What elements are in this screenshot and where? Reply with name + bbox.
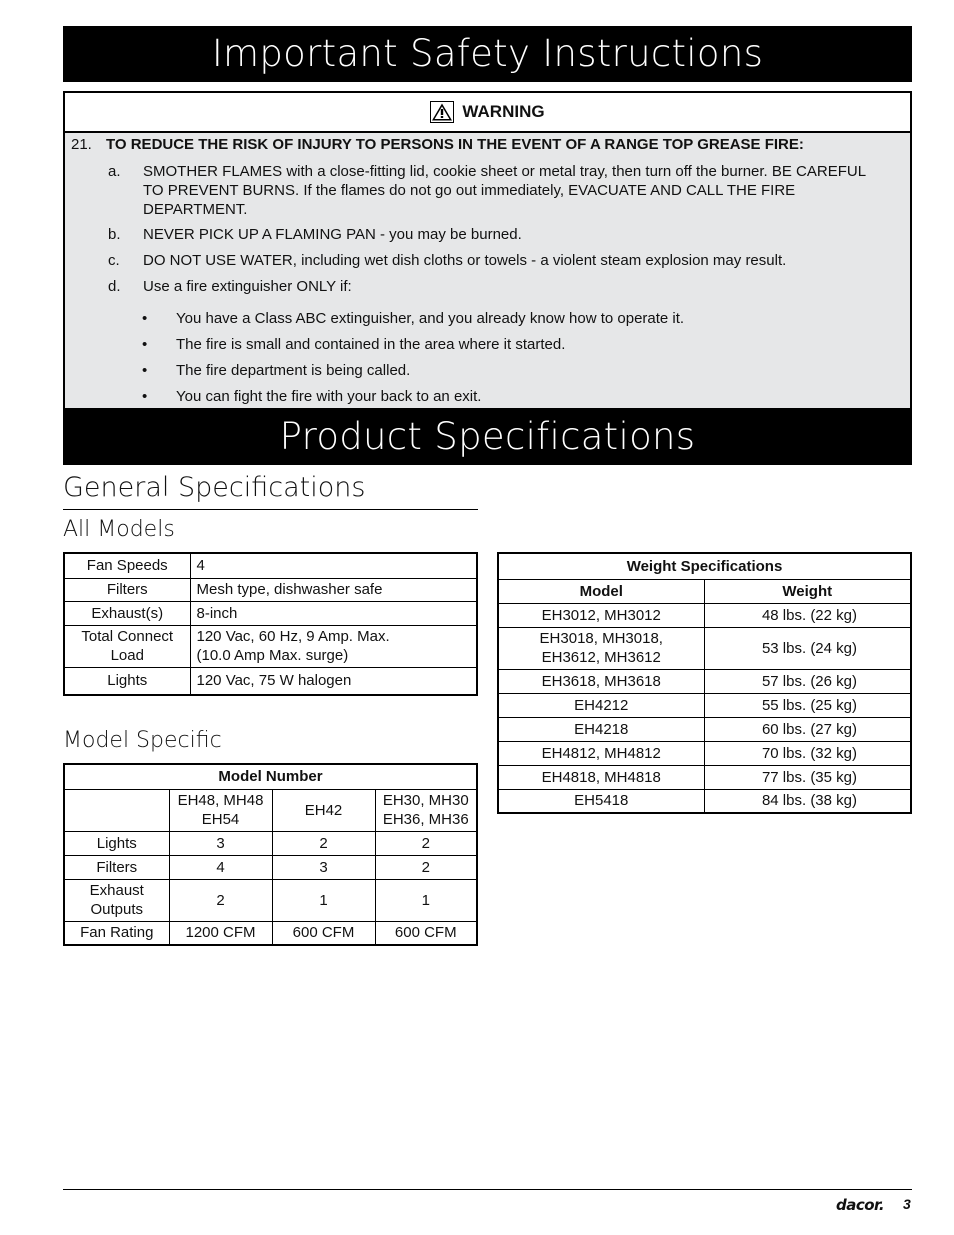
spec-value: 120 Vac, 75 W halogen xyxy=(190,667,477,695)
table-cell: 4 xyxy=(169,855,272,879)
warning-title: WARNING xyxy=(462,102,545,121)
spec-key-line: Load xyxy=(110,647,144,664)
warning-header xyxy=(65,93,910,133)
weight-cell: 53 lbs. (24 kg) xyxy=(704,627,911,669)
model-number-header: Model Number xyxy=(64,764,477,789)
model-line: EH3018, MH3018, xyxy=(539,630,663,647)
spec-key xyxy=(64,625,190,667)
dacor-logo: dacor. xyxy=(836,1196,885,1214)
spec-key: Exhaust(s) xyxy=(64,601,190,625)
table-row xyxy=(498,669,911,693)
row-label: Filters xyxy=(64,855,169,879)
step-letter: b. xyxy=(108,226,121,243)
step-line: SMOTHER FLAMES with a close-fitting lid, cookie sheet or metal tray, then turn off the burner. BE CAREFUL xyxy=(143,163,867,180)
item-number: 21. xyxy=(71,136,92,153)
table-row xyxy=(64,625,477,667)
column-header xyxy=(169,789,272,831)
table-row xyxy=(64,789,477,831)
all-models-table xyxy=(63,552,478,696)
bullet-glyph: • xyxy=(142,310,148,327)
table-cell: 2 xyxy=(169,879,272,921)
table-row xyxy=(498,603,911,627)
item-heading: TO REDUCE THE RISK OF INJURY TO PERSONS IN THE EVENT OF A RANGE TOP GREASE FIRE: xyxy=(106,136,804,153)
safety-banner: Important Safety Instructions xyxy=(63,26,912,82)
column-header-model: Model xyxy=(498,579,704,603)
table-row xyxy=(498,553,911,579)
weight-cell: 77 lbs. (35 kg) xyxy=(704,765,911,789)
table-row xyxy=(64,667,477,695)
step-letter: c. xyxy=(108,252,120,269)
step-line: DO NOT USE WATER, including wet dish cloths or towels - a violent steam explosion may result. xyxy=(143,252,787,269)
table-cell: 2 xyxy=(375,831,477,855)
spec-value-line: (10.0 Amp Max. surge) xyxy=(196,647,349,664)
weight-specs-table xyxy=(497,552,912,814)
table-cell: 600 CFM xyxy=(375,921,477,945)
table-cell: 3 xyxy=(272,855,375,879)
weight-cell: 57 lbs. (26 kg) xyxy=(704,669,911,693)
spec-key: Fan Speeds xyxy=(64,553,190,578)
column-header xyxy=(272,789,375,831)
bullet-glyph: • xyxy=(142,362,148,379)
table-row xyxy=(64,879,477,921)
column-header-line: EH42 xyxy=(304,801,343,819)
table-cell: 2 xyxy=(272,831,375,855)
table-row xyxy=(64,553,477,578)
model-cell: EH3618, MH3618 xyxy=(498,669,704,693)
step-letter: d. xyxy=(108,278,121,295)
weight-cell: 60 lbs. (27 kg) xyxy=(704,717,911,741)
table-row xyxy=(498,693,911,717)
specs-banner: Product Specifications xyxy=(63,409,912,465)
row-label: Fan Rating xyxy=(64,921,169,945)
spec-value xyxy=(190,625,477,667)
column-header-line: EH54 xyxy=(201,811,240,828)
table-row xyxy=(64,601,477,625)
model-line: EH3612, MH3612 xyxy=(541,649,661,666)
model-cell: EH4818, MH4818 xyxy=(498,765,704,789)
spec-value: 8-inch xyxy=(190,601,477,625)
column-header-line: EH48, MH48 xyxy=(177,792,264,809)
weight-cell: 84 lbs. (38 kg) xyxy=(704,789,911,813)
column-header xyxy=(375,789,477,831)
page-number: 3 xyxy=(903,1196,911,1212)
empty-cell xyxy=(64,789,169,831)
weight-cell: 70 lbs. (32 kg) xyxy=(704,741,911,765)
spec-key-line: Total Connect xyxy=(81,628,174,645)
model-cell: EH4218 xyxy=(498,717,704,741)
table-row xyxy=(64,764,477,789)
table-row xyxy=(64,855,477,879)
table-cell: 1200 CFM xyxy=(169,921,272,945)
row-label-line: Exhaust xyxy=(89,882,144,899)
table-row xyxy=(498,627,911,669)
spec-value: 4 xyxy=(190,553,477,578)
step-letter: a. xyxy=(108,163,121,180)
bullet-text: You can fight the fire with your back to an exit. xyxy=(176,388,482,405)
row-label xyxy=(64,879,169,921)
table-cell: 1 xyxy=(375,879,477,921)
bullet-text: You have a Class ABC extinguisher, and you already know how to operate it. xyxy=(176,310,685,327)
weight-cell: 55 lbs. (25 kg) xyxy=(704,693,911,717)
model-cell: EH3012, MH3012 xyxy=(498,603,704,627)
all-models-heading: All Models xyxy=(63,517,175,542)
bullet-glyph: • xyxy=(142,336,148,353)
spec-value: Mesh type, dishwasher safe xyxy=(190,578,477,601)
table-row xyxy=(64,921,477,945)
spec-key: Lights xyxy=(64,667,190,695)
table-cell: 2 xyxy=(375,855,477,879)
step-line: DEPARTMENT. xyxy=(143,201,248,218)
weight-cell: 48 lbs. (22 kg) xyxy=(704,603,911,627)
model-specific-heading: Model Specific xyxy=(63,728,222,753)
model-cell xyxy=(498,627,704,669)
column-header-weight: Weight xyxy=(704,579,911,603)
spec-key: Filters xyxy=(64,578,190,601)
model-cell: EH5418 xyxy=(498,789,704,813)
bullet-glyph: • xyxy=(142,388,148,405)
table-row xyxy=(64,578,477,601)
warning-triangle-icon xyxy=(430,101,454,123)
table-row xyxy=(498,789,911,813)
model-specific-table xyxy=(63,763,478,946)
table-cell: 1 xyxy=(272,879,375,921)
table-row xyxy=(498,579,911,603)
row-label: Lights xyxy=(64,831,169,855)
general-specs-heading: General Specifications xyxy=(63,470,478,510)
table-row xyxy=(498,741,911,765)
bullet-text: The fire is small and contained in the area where it started. xyxy=(176,336,566,353)
bullet-text: The fire department is being called. xyxy=(176,362,411,379)
footer-divider xyxy=(63,1189,912,1190)
model-cell: EH4212 xyxy=(498,693,704,717)
step-line: NEVER PICK UP A FLAMING PAN - you may be burned. xyxy=(143,226,522,243)
table-cell: 3 xyxy=(169,831,272,855)
warning-box xyxy=(63,91,912,410)
step-line: Use a fire extinguisher ONLY if: xyxy=(143,278,352,295)
table-row xyxy=(64,831,477,855)
step-line: TO PREVENT BURNS. If the flames do not go out immediately, EVACUATE AND CALL THE FIRE xyxy=(143,182,796,199)
table-row xyxy=(498,717,911,741)
table-row xyxy=(498,765,911,789)
model-cell: EH4812, MH4812 xyxy=(498,741,704,765)
weight-specs-header: Weight Specifications xyxy=(498,553,911,579)
spec-value-line: 120 Vac, 60 Hz, 9 Amp. Max. xyxy=(196,628,390,645)
row-label-line: Outputs xyxy=(90,901,144,918)
table-cell: 600 CFM xyxy=(272,921,375,945)
column-header-line: EH30, MH30 xyxy=(382,792,469,809)
column-header-line: EH36, MH36 xyxy=(382,811,469,828)
